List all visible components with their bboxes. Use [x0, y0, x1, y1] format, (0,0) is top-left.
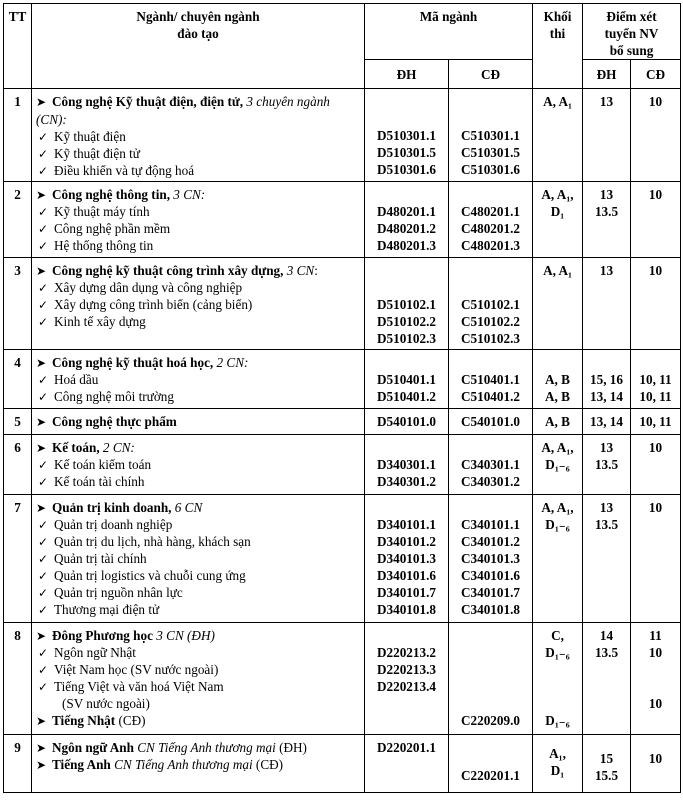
- row-diem-dh: 13: [583, 258, 631, 350]
- diem-line: 13.5: [594, 517, 619, 532]
- list-item: [36, 220, 362, 237]
- row-cd-codes: [449, 435, 533, 495]
- check-icon: ✓: [38, 147, 49, 161]
- row-title: Ngôn ngữ Anh: [52, 740, 134, 755]
- khoi-line: D₁₋₆: [545, 517, 570, 532]
- list-item: [36, 237, 362, 254]
- diem-line: 13: [599, 440, 614, 455]
- row-tt: 6: [4, 435, 32, 495]
- row-note-2: CN Tiếng Anh thương mại: [114, 757, 253, 772]
- row-title: Kế toán,: [52, 440, 100, 455]
- row-title: Công nghệ thông tin,: [52, 187, 170, 202]
- list-item: [36, 162, 362, 179]
- row-diem-cd: 10, 11: [631, 409, 681, 435]
- dh-code: D340101.6: [377, 568, 436, 583]
- cd-code: C340101.7: [461, 585, 520, 600]
- cd-code: C510401.1: [461, 372, 520, 387]
- check-icon: ✓: [38, 281, 49, 295]
- cd-code: C340101.6: [461, 568, 520, 583]
- dh-code: D340101.8: [377, 602, 436, 617]
- header-nganh-line1: Ngành/ chuyên ngành: [136, 9, 260, 24]
- diem-line: 10: [648, 696, 663, 711]
- row-diem-dh: [583, 350, 631, 409]
- sub-label: Tiếng Việt và văn hoá Việt Nam: [54, 679, 224, 694]
- dh-code: D340101.1: [377, 517, 436, 532]
- row-khoi: A, B: [533, 409, 583, 435]
- cd-code: C510401.2: [461, 389, 520, 404]
- dh-code: D480201.2: [377, 221, 436, 236]
- khoi-line: A, A₁,: [541, 440, 574, 455]
- row-note: 3 CN: [286, 263, 315, 278]
- khoi-line: A, B: [545, 372, 570, 387]
- diem-line: 15.5: [594, 768, 619, 783]
- row-title-line-2: [36, 712, 362, 729]
- row-dh-codes: [365, 258, 449, 350]
- list-item: [36, 661, 362, 678]
- row-dh-codes: [365, 495, 449, 623]
- header-diem-line1: Điểm xét: [606, 9, 657, 24]
- dh-code: D480201.1: [377, 204, 436, 219]
- row-note: 3 CN:: [173, 187, 206, 202]
- cd-code: C340301.1: [461, 457, 520, 472]
- row-cd-code: C220201.1: [449, 735, 533, 793]
- table-row: [4, 623, 681, 735]
- list-item: [36, 584, 362, 601]
- row-dh-codes: [365, 435, 449, 495]
- cd-code: C340101.1: [461, 517, 520, 532]
- cd-code: C340301.2: [461, 474, 520, 489]
- header-ma-nganh: Mã ngành: [365, 4, 533, 60]
- table-row: [4, 409, 681, 435]
- cd-code: C480201.2: [461, 221, 520, 236]
- table-row: [4, 258, 681, 350]
- sub-label: Quản trị nguồn nhân lực: [54, 585, 183, 600]
- dh-code: D340101.3: [377, 551, 436, 566]
- sub-label: Xây dựng dân dụng và công nghiệp: [54, 280, 243, 295]
- check-icon: ✓: [38, 646, 49, 660]
- header-cd: CĐ: [449, 60, 533, 89]
- row-title: Công nghệ kỹ thuật công trình xây dựng,: [52, 263, 284, 278]
- sub-label: Công nghệ phần mềm: [54, 221, 171, 236]
- check-icon: ✓: [38, 663, 49, 677]
- check-icon: ✓: [38, 680, 49, 694]
- row-title-line: [36, 439, 362, 456]
- row-nganh: [32, 89, 365, 182]
- check-icon: ✓: [38, 586, 49, 600]
- khoi-line: D₁: [550, 204, 565, 219]
- dh-code: D220213.4: [377, 679, 436, 694]
- diem-line: 14: [599, 628, 614, 643]
- sub-label: Thương mại điện tử: [54, 602, 160, 617]
- khoi-line: A, B: [545, 389, 570, 404]
- row-dh-codes: [365, 182, 449, 258]
- dh-code: D340101.2: [377, 534, 436, 549]
- arrow-icon: ➤: [36, 441, 47, 455]
- row-tt: 3: [4, 258, 32, 350]
- check-icon: ✓: [38, 164, 49, 178]
- admission-table: [3, 3, 681, 793]
- list-item: [36, 473, 362, 490]
- row-khoi: A, A₁: [533, 258, 583, 350]
- arrow-icon: ➤: [36, 356, 47, 370]
- cd-code: C480201.3: [461, 238, 520, 253]
- row-title-line: [36, 93, 362, 128]
- diem-line: 13: [599, 187, 614, 202]
- dh-code: D510102.2: [377, 314, 436, 329]
- row-dh-codes: [365, 350, 449, 409]
- table-row: [4, 182, 681, 258]
- table-row: [4, 435, 681, 495]
- row-khoi: [533, 735, 583, 793]
- cd-code: C340101.3: [461, 551, 520, 566]
- header-diem-dh: ĐH: [583, 60, 631, 89]
- row-tt: 9: [4, 735, 32, 793]
- row-note: 2 CN:: [102, 440, 135, 455]
- khoi-line: A, A₁,: [541, 500, 574, 515]
- row-diem-dh: [583, 495, 631, 623]
- check-icon: ✓: [38, 222, 49, 236]
- row-dh-code: D220201.1: [365, 735, 449, 793]
- list-item: [36, 533, 362, 550]
- sub-label: Kế toán tài chính: [54, 474, 145, 489]
- cd-code: C510301.6: [461, 162, 520, 177]
- cd-code: C340101.8: [461, 602, 520, 617]
- sub-label: Kỹ thuật máy tính: [54, 204, 150, 219]
- row-dh-code: D540101.0: [365, 409, 449, 435]
- row-diem-cd: 10: [631, 495, 681, 623]
- list-item-cont: (SV nước ngoài): [62, 696, 150, 711]
- diem-line: 13: [599, 500, 614, 515]
- diem-line: 13, 14: [590, 389, 623, 404]
- row-nganh: [32, 435, 365, 495]
- row-title-line: [36, 186, 362, 203]
- sub-label: Xây dựng công trình biển (cảng biển): [54, 297, 253, 312]
- check-icon: ✓: [38, 298, 49, 312]
- dh-code: D340301.1: [377, 457, 436, 472]
- list-item: [36, 279, 362, 296]
- table-row: [4, 735, 681, 793]
- diem-line: 13.5: [594, 645, 619, 660]
- row-tt: 2: [4, 182, 32, 258]
- row-title-line: [36, 262, 362, 279]
- diem-line: 15: [599, 751, 614, 766]
- row-cd-codes: [449, 89, 533, 182]
- list-item: [36, 128, 362, 145]
- row-note: 2 CN:: [216, 355, 249, 370]
- sub-label: Hệ thống thông tin: [54, 238, 154, 253]
- khoi-line: D₁₋₆: [545, 713, 570, 728]
- khoi-line: D₁₋₆: [545, 645, 570, 660]
- dh-code: D340301.2: [377, 474, 436, 489]
- header-dh: ĐH: [365, 60, 449, 89]
- row-khoi: [533, 495, 583, 623]
- dh-code: D340101.7: [377, 585, 436, 600]
- khoi-line: D₁₋₆: [545, 457, 570, 472]
- dh-code: D510301.5: [377, 145, 436, 160]
- row-suffix-2: (CĐ): [255, 757, 284, 772]
- list-item: [36, 145, 362, 162]
- table-row: [4, 495, 681, 623]
- table-row: [4, 350, 681, 409]
- row-cd-codes: [449, 182, 533, 258]
- sub-label: Điều khiển và tự động hoá: [54, 163, 195, 178]
- sub-label: Công nghệ môi trường: [54, 389, 174, 404]
- sub-label: Kỹ thuật điện tử: [54, 146, 140, 161]
- list-item: [36, 567, 362, 584]
- arrow-icon: ➤: [36, 714, 47, 728]
- list-item: [36, 516, 362, 533]
- row-khoi: A, A₁: [533, 89, 583, 182]
- khoi-line: C,: [551, 628, 564, 643]
- row-nganh: [32, 735, 365, 793]
- row-title-line: [36, 354, 362, 371]
- header-row-1: [4, 4, 681, 60]
- row-note: CN Tiếng Anh thương mại: [137, 740, 276, 755]
- row-cd-codes: [449, 258, 533, 350]
- cd-code: C480201.1: [461, 204, 520, 219]
- check-icon: ✓: [38, 205, 49, 219]
- sub-label: Hoá dầu: [54, 372, 99, 387]
- row-dh-codes: [365, 89, 449, 182]
- row-khoi: [533, 182, 583, 258]
- dh-code: D510301.1: [377, 128, 436, 143]
- arrow-icon: ➤: [36, 501, 47, 515]
- row-cd-code: C540101.0: [449, 409, 533, 435]
- list-item: [36, 678, 362, 695]
- dh-code: D510401.2: [377, 389, 436, 404]
- sub-label: Ngôn ngữ Nhật: [54, 645, 136, 660]
- row-diem-cd: 10: [631, 89, 681, 182]
- list-item: [36, 313, 362, 330]
- row-khoi: [533, 435, 583, 495]
- header-diem-line2: tuyển NV: [604, 26, 659, 41]
- check-icon: ✓: [38, 603, 49, 617]
- arrow-icon: ➤: [36, 758, 47, 772]
- row-title-line: [36, 499, 362, 516]
- dh-code: D220213.2: [377, 645, 436, 660]
- arrow-icon: ➤: [36, 264, 47, 278]
- check-icon: ✓: [38, 130, 49, 144]
- header-nganh: [32, 4, 365, 89]
- sub-label: Kinh tế xây dựng: [54, 314, 146, 329]
- dh-code: D510102.3: [377, 331, 436, 346]
- header-khoi: [533, 4, 583, 89]
- header-khoi-line2: thi: [549, 26, 566, 41]
- row-colon: :: [314, 263, 318, 278]
- check-icon: ✓: [38, 373, 49, 387]
- row-nganh: [32, 495, 365, 623]
- row-nganh: [32, 350, 365, 409]
- cd-code: C510102.3: [461, 331, 520, 346]
- check-icon: ✓: [38, 390, 49, 404]
- row-title-2: Tiếng Nhật: [52, 713, 116, 728]
- diem-line: 10: [648, 645, 663, 660]
- row-cd-codes: [449, 495, 533, 623]
- dh-code: D510102.1: [377, 297, 436, 312]
- header-khoi-line1: Khối: [543, 9, 572, 24]
- header-diem: [583, 4, 681, 60]
- row-title-line: [36, 627, 362, 644]
- diem-line: 13.5: [594, 457, 619, 472]
- list-item: [36, 601, 362, 618]
- check-icon: ✓: [38, 518, 49, 532]
- row-nganh: [32, 623, 365, 735]
- row-diem-dh: 13: [583, 89, 631, 182]
- row-nganh: [32, 409, 365, 435]
- dh-code: D510401.1: [377, 372, 436, 387]
- list-item: [36, 388, 362, 405]
- header-diem-line3: bổ sung: [609, 43, 654, 58]
- list-item: [36, 371, 362, 388]
- list-item: [36, 203, 362, 220]
- diem-line: 10, 11: [639, 372, 672, 387]
- row-cd-code: C220209.0: [449, 623, 533, 735]
- row-cd-codes: [449, 350, 533, 409]
- row-title-line-2: [36, 756, 362, 773]
- check-icon: ✓: [38, 552, 49, 566]
- row-title-line: [36, 413, 362, 430]
- row-diem-cd: [631, 350, 681, 409]
- sub-label: Quản trị tài chính: [54, 551, 147, 566]
- check-icon: ✓: [38, 458, 49, 472]
- khoi-line: D₁: [550, 763, 565, 778]
- sub-label: Việt Nam học (SV nước ngoài): [54, 662, 219, 677]
- check-icon: ✓: [38, 315, 49, 329]
- header-diem-cd: CĐ: [631, 60, 681, 89]
- cd-code: C510102.1: [461, 297, 520, 312]
- list-item: [36, 456, 362, 473]
- diem-line: 11: [649, 628, 662, 643]
- sub-label: Quản trị doanh nghiệp: [54, 517, 173, 532]
- row-tt: 4: [4, 350, 32, 409]
- arrow-icon: ➤: [36, 415, 47, 429]
- arrow-icon: ➤: [36, 188, 47, 202]
- row-title: Công nghệ thực phẩm: [52, 414, 177, 429]
- row-khoi: [533, 350, 583, 409]
- row-tt: 5: [4, 409, 32, 435]
- row-title: Công nghệ Kỹ thuật điện, điện tử,: [52, 94, 244, 109]
- diem-line: 10, 11: [639, 389, 672, 404]
- sub-label: Kỹ thuật điện: [54, 129, 126, 144]
- sub-label: Quản trị du lịch, nhà hàng, khách sạn: [54, 534, 251, 549]
- row-title: Quản trị kinh doanh,: [52, 500, 172, 515]
- row-diem-cd: 10: [631, 258, 681, 350]
- dh-code: D480201.3: [377, 238, 436, 253]
- row-title-line: [36, 739, 362, 756]
- sub-label: Quản trị logistics và chuỗi cung ứng: [54, 568, 246, 583]
- khoi-line: A, A₁,: [541, 187, 574, 202]
- row-note: 3 CN (ĐH): [156, 628, 215, 643]
- arrow-icon: ➤: [36, 95, 47, 109]
- row-diem-dh: [583, 435, 631, 495]
- row-khoi: [533, 623, 583, 735]
- row-title: Đông Phương học: [52, 628, 153, 643]
- table-row: [4, 89, 681, 182]
- row-tt: 7: [4, 495, 32, 623]
- diem-line: 13.5: [594, 204, 619, 219]
- cd-code: C510102.2: [461, 314, 520, 329]
- row-tt: 1: [4, 89, 32, 182]
- check-icon: ✓: [38, 535, 49, 549]
- cd-code: C510301.1: [461, 128, 520, 143]
- row-note-2: (CĐ): [118, 713, 146, 728]
- header-tt: TT: [4, 4, 32, 89]
- sub-label: Kế toán kiểm toán: [54, 457, 152, 472]
- row-tt: 8: [4, 623, 32, 735]
- check-icon: ✓: [38, 569, 49, 583]
- list-item: [36, 644, 362, 661]
- row-title-2: Tiếng Anh: [52, 757, 111, 772]
- row-diem-cd: 10: [631, 735, 681, 793]
- check-icon: ✓: [38, 475, 49, 489]
- row-dh-codes: [365, 623, 449, 735]
- list-item: [36, 296, 362, 313]
- diem-line: 15, 16: [590, 372, 623, 387]
- arrow-icon: ➤: [36, 741, 47, 755]
- row-note: 3 chuyên ngành (CN):: [36, 94, 330, 127]
- row-diem-cd: 10: [631, 435, 681, 495]
- list-item: [36, 550, 362, 567]
- row-nganh: [32, 182, 365, 258]
- row-diem-dh: [583, 623, 631, 735]
- dh-code: D510301.6: [377, 162, 436, 177]
- check-icon: ✓: [38, 239, 49, 253]
- cd-code: C340101.2: [461, 534, 520, 549]
- row-nganh: [32, 258, 365, 350]
- arrow-icon: ➤: [36, 629, 47, 643]
- dh-code: D220213.3: [377, 662, 436, 677]
- row-diem-cd: [631, 623, 681, 735]
- row-suffix: (ĐH): [279, 740, 307, 755]
- header-nganh-line2: đào tạo: [177, 26, 219, 41]
- row-diem-dh: [583, 182, 631, 258]
- cd-code: C510301.5: [461, 145, 520, 160]
- row-diem-dh: [583, 735, 631, 793]
- row-note: 6 CN: [174, 500, 203, 515]
- row-title: Công nghệ kỹ thuật hoá học,: [52, 355, 214, 370]
- khoi-line: A₁,: [549, 746, 566, 761]
- row-diem-dh: 13, 14: [583, 409, 631, 435]
- row-diem-cd: 10: [631, 182, 681, 258]
